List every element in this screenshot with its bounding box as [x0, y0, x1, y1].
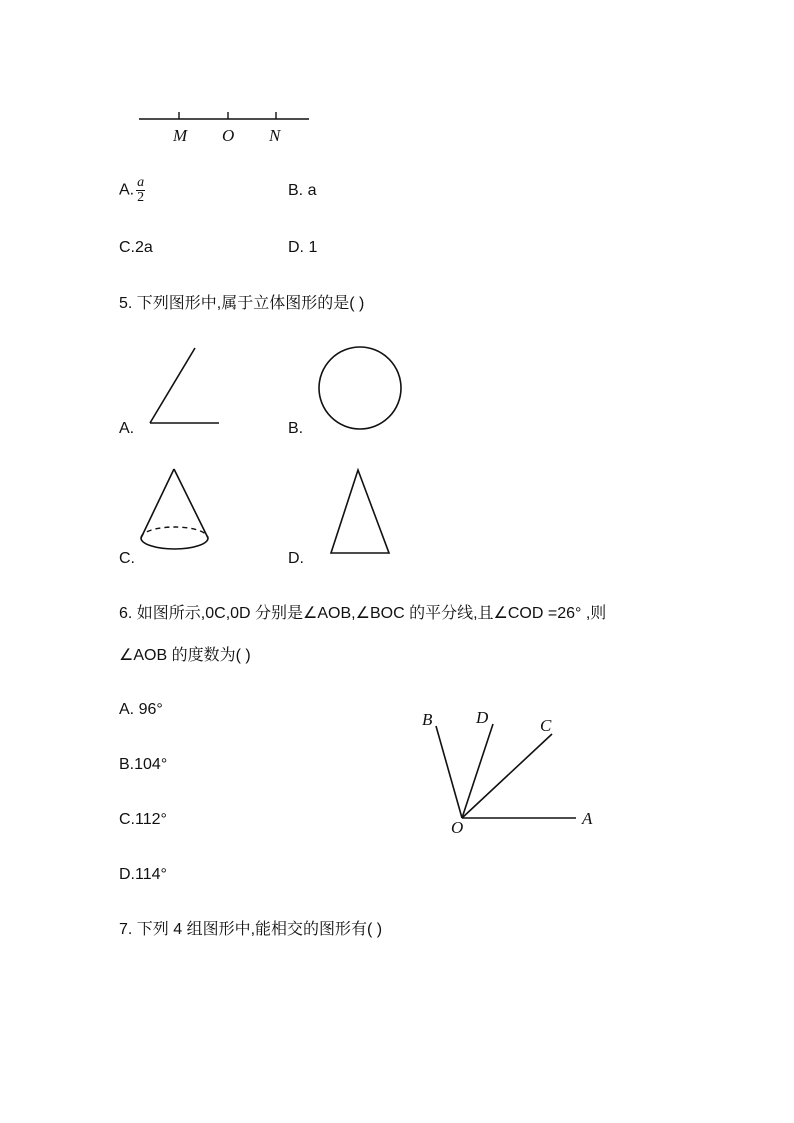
- figure-label-b: B: [422, 710, 433, 729]
- q4-option-a-prefix: A.: [119, 181, 135, 199]
- fraction-denominator: 2: [137, 190, 145, 205]
- figure-label-o: O: [451, 818, 464, 837]
- figure-label-c: C: [540, 716, 552, 735]
- q5-option-d: D.: [288, 550, 304, 567]
- figure-label-a: A: [582, 809, 593, 828]
- q6-option-d: D.114°: [119, 866, 167, 883]
- point-label-m: M: [173, 126, 188, 145]
- q7-question: 7. 下列 4 组图形中,能相交的图形有( ): [119, 921, 383, 938]
- q5-option-a: A.: [119, 420, 135, 437]
- q6-question-line-1: 6. 如图所示,0C,0D 分别是∠AOB,∠BOC 的平分线,且∠COD =26° ,则: [119, 605, 607, 622]
- point-label-o: O: [222, 126, 235, 145]
- q4-option-d: D. 1: [288, 239, 318, 256]
- q6-option-b: B.104°: [119, 756, 168, 773]
- q5-question: 5. 下列图形中,属于立体图形的是( ): [119, 295, 365, 312]
- q6-option-c: C.112°: [119, 811, 167, 828]
- q5-option-c: C.: [119, 550, 135, 567]
- q6-question-line-2: ∠AOB 的度数为( ): [119, 647, 251, 664]
- q5-option-b: B.: [288, 420, 304, 437]
- point-label-n: N: [269, 126, 281, 145]
- q4-option-b: B. a: [288, 182, 317, 199]
- figure-label-d: D: [476, 708, 489, 727]
- ray-ob: [436, 726, 462, 818]
- fraction-numerator: a: [137, 175, 145, 190]
- q6-option-a: A. 96°: [119, 701, 163, 718]
- q4-option-c: C.2a: [119, 239, 153, 256]
